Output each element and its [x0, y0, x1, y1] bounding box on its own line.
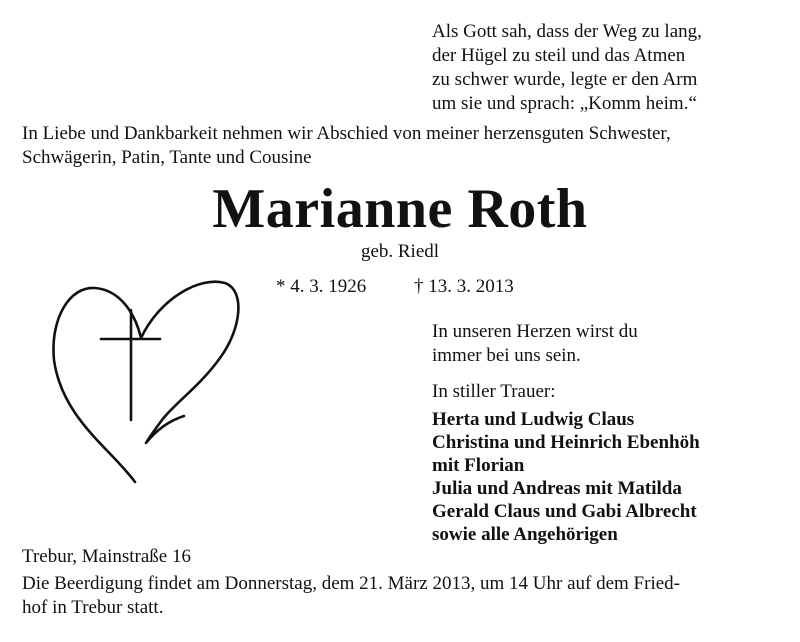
poem-line: Als Gott sah, dass der Weg zu lang,: [432, 21, 702, 42]
heart-outline: [53, 282, 238, 482]
intro-line: In Liebe und Dankbarkeit nehmen wir Abschied von meiner herzensguten Schwester,: [22, 123, 671, 144]
poem-quote: [432, 20, 702, 116]
death-date: † 13. 3. 2013: [414, 276, 514, 297]
funeral-line: hof in Trebur statt.: [22, 597, 164, 618]
deceased-name: Marianne Roth: [212, 178, 588, 240]
cross-icon: [101, 310, 160, 420]
intro-text: [22, 122, 792, 170]
mourner: Gerald Claus und Gabi Albrecht: [432, 501, 697, 522]
birth-date: * 4. 3. 1926: [276, 276, 367, 297]
funeral-line: Die Beerdigung findet am Donnerstag, dem 21. März 2013, um 14 Uhr auf dem Fried-: [22, 573, 680, 594]
mourner: sowie alle Angehörigen: [432, 524, 618, 545]
mourning-label: In stiller Trauer:: [432, 381, 556, 402]
poem-line: um sie und sprach: „Komm heim.“: [432, 93, 697, 114]
intro-line: Schwägerin, Patin, Tante und Cousine: [22, 147, 312, 168]
mourner: mit Florian: [432, 455, 525, 476]
funeral-notice: [22, 572, 680, 620]
address: Trebur, Mainstraße 16: [22, 546, 191, 567]
heart-message-line: In unseren Herzen wirst du: [432, 321, 638, 342]
poem-line: der Hügel zu steil und das Atmen: [432, 45, 686, 66]
mourner: Herta und Ludwig Claus: [432, 409, 635, 430]
heart-message: [432, 320, 638, 368]
heart-message-line: immer bei uns sein.: [432, 345, 581, 366]
maiden-name: geb. Riedl: [360, 241, 440, 262]
mourner: Christina und Heinrich Ebenhöh: [432, 432, 700, 453]
poem-line: zu schwer wurde, legte er den Arm: [432, 69, 698, 90]
mourner: Julia und Andreas mit Matilda: [432, 478, 682, 499]
mourners-list: [432, 408, 700, 546]
heart-icon: [50, 268, 250, 493]
